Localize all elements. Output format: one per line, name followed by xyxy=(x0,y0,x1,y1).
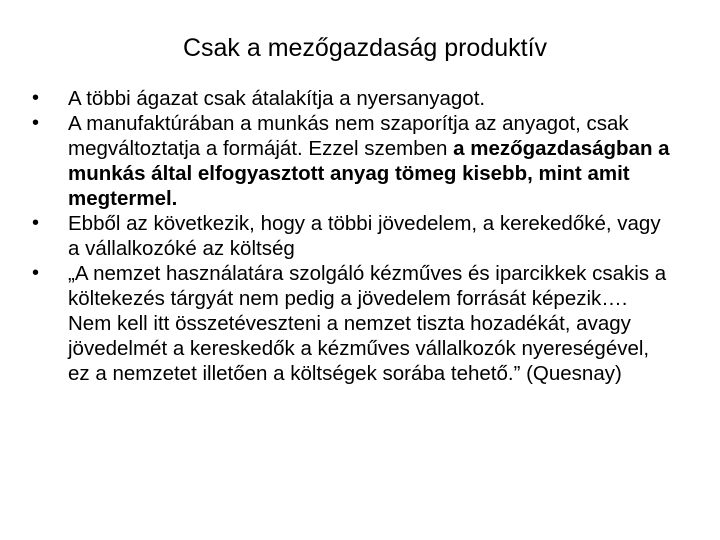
bullet-icon: • xyxy=(32,112,40,134)
bullet-item-2 xyxy=(32,111,672,211)
bullet-item-1 xyxy=(32,86,672,111)
bullet-text: A többi ágazat csak átalakítja a nyersanyagot. xyxy=(68,87,486,110)
bullet-text: „A nemzet használatára szolgáló kézműves és iparcikkek csakis a költekezés tárgyát nem pedig a jövedelem forrását képezik…. Nem kell itt összetéveszteni a nemzet tiszta hozadékát, avagy jövedelmét a kereskedők a kézműves vállalkozók nyereségével, ez a nemzetet illetően a költségek sorába tehető.” (Quesnay) xyxy=(68,262,667,385)
bullet-icon: • xyxy=(32,262,40,284)
bullet-icon: • xyxy=(32,212,40,234)
bullet-item-4 xyxy=(32,261,672,386)
bullet-list xyxy=(32,86,672,386)
slide-title: Csak a mezőgazdaság produktív xyxy=(182,34,548,62)
bullet-item-3 xyxy=(32,211,672,261)
bullet-text: Ebből az következik, hogy a többi jövedelem, a kerekedőké, vagy a vállalkozóké az költség xyxy=(68,212,661,260)
bullet-text-bold: a mezőgazdaságban a munkás által elfogyasztott anyag tömeg kisebb, mint amit megtermel. xyxy=(68,137,670,210)
bullet-text: A manufaktúrában a munkás nem szaporítja az anyagot, csak megváltoztatja a formáját. Ezzel szemben xyxy=(68,112,629,160)
bullet-icon: • xyxy=(32,87,40,109)
